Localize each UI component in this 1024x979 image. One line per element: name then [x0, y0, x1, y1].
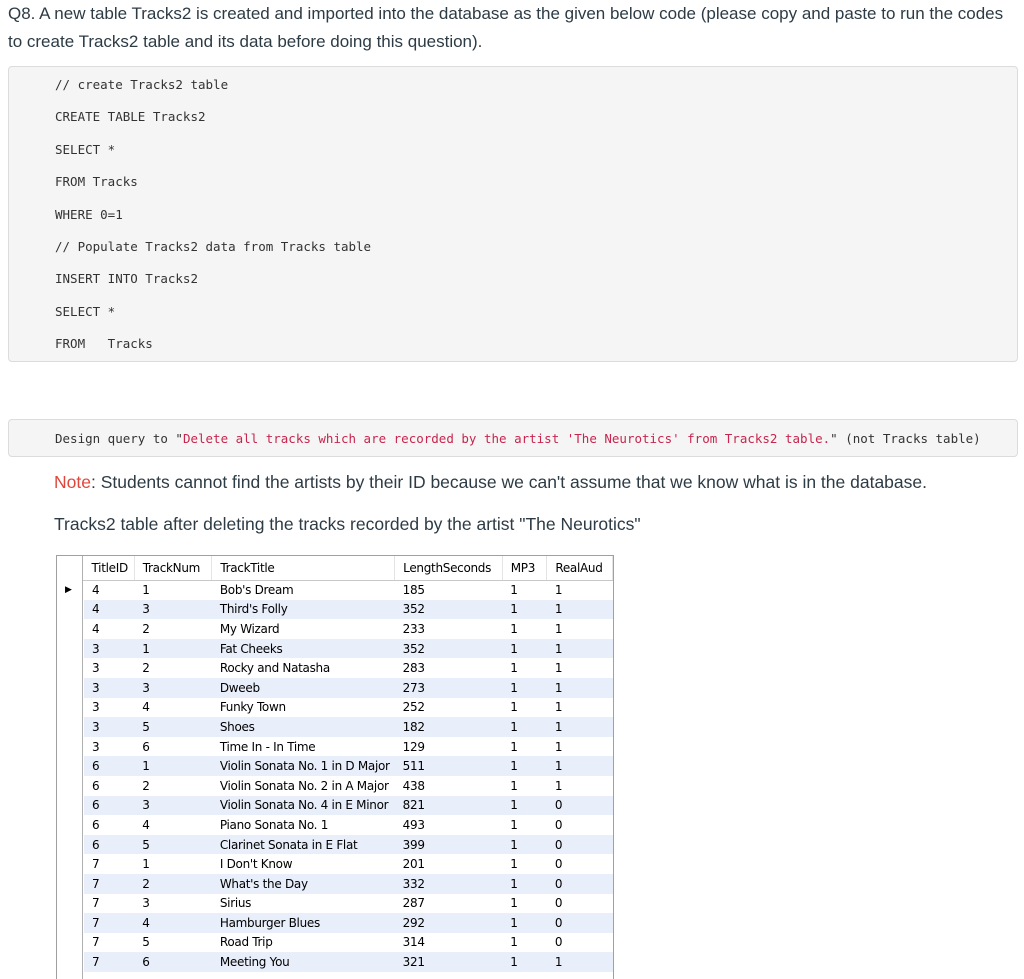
cell-titleid[interactable]: 3	[84, 639, 135, 659]
cell-mp3[interactable]: 1	[510, 817, 518, 832]
cell-tracktitle[interactable]: Sirius	[219, 896, 252, 911]
cell-realaud[interactable]: 1	[554, 621, 563, 636]
cell-realaud[interactable]: 1	[547, 639, 613, 659]
cell-tracktitle[interactable]: Violin Sonata No. 1 in D Major	[212, 756, 395, 776]
column-header-mp3[interactable]: MP3	[502, 556, 547, 580]
cell-mp3[interactable]: 1	[510, 583, 518, 598]
table-row[interactable]	[84, 756, 613, 776]
cell-realaud[interactable]: 1	[547, 678, 613, 698]
cell-realaud[interactable]: 1	[554, 739, 563, 754]
cell-lengthseconds[interactable]: 287	[402, 896, 425, 911]
table-row[interactable]	[84, 933, 613, 953]
cell-tracktitle[interactable]: Funky Town	[219, 700, 286, 715]
cell-lengthseconds[interactable]: 493	[402, 817, 425, 832]
cell-tracknum[interactable]: 5	[134, 717, 212, 737]
cell-realaud[interactable]: 1	[547, 756, 613, 776]
cell-tracknum[interactable]: 1	[134, 756, 212, 776]
table-row[interactable]	[84, 698, 613, 718]
cell-lengthseconds[interactable]: 233	[402, 621, 425, 636]
cell-titleid[interactable]: 4	[84, 580, 135, 600]
cell-tracknum[interactable]: 3	[142, 896, 150, 911]
cell-realaud[interactable]: 1	[547, 952, 613, 972]
cell-tracktitle[interactable]: I Don't Know	[219, 857, 293, 872]
cell-titleid[interactable]: 7	[84, 933, 135, 953]
column-header-lengthseconds[interactable]: LengthSeconds	[395, 556, 503, 580]
cell-titleid[interactable]: 7	[84, 913, 135, 933]
note-text: : Students cannot find the artists by their ID because we can't assume that we know what is in the database.	[90, 472, 927, 492]
table-row[interactable]	[84, 796, 613, 816]
cell-tracknum[interactable]: 1	[142, 857, 150, 872]
cell-mp3[interactable]: 1	[502, 600, 547, 620]
cell-tracknum[interactable]: 3	[134, 678, 212, 698]
table-row[interactable]	[84, 658, 613, 678]
column-header-titleid[interactable]: TitleID	[84, 556, 135, 580]
cell-tracknum[interactable]: 2	[142, 621, 150, 636]
header-row	[84, 556, 613, 580]
cell-tracktitle[interactable]: Piano Sonata No. 1	[219, 817, 329, 832]
cell-realaud[interactable]: 0	[554, 857, 563, 872]
cell-tracktitle[interactable]: Bob's Dream	[219, 583, 294, 598]
table-row[interactable]	[84, 854, 613, 874]
cell-realaud[interactable]: 1	[547, 600, 613, 620]
design-query-box	[8, 419, 1018, 457]
cell-realaud[interactable]: 0	[554, 896, 563, 911]
cell-lengthseconds[interactable]: 511	[395, 756, 503, 776]
cell-lengthseconds[interactable]: 292	[395, 913, 503, 933]
cell-mp3[interactable]: 1	[510, 700, 518, 715]
code-line: SELECT *	[55, 142, 116, 157]
cell-mp3[interactable]: 1	[502, 952, 547, 972]
cell-realaud[interactable]: 1	[554, 778, 563, 793]
cell-mp3[interactable]: 1	[510, 778, 518, 793]
cell-mp3[interactable]: 1	[510, 857, 518, 872]
note-label: Note	[54, 472, 91, 492]
cell-tracknum[interactable]: 5	[142, 935, 150, 950]
cell-titleid[interactable]: 6	[84, 756, 135, 776]
cell-mp3[interactable]: 1	[502, 756, 547, 776]
cell-tracktitle[interactable]: Violin Sonata No. 4 in E Minor	[212, 796, 395, 816]
cell-realaud[interactable]: 1	[554, 700, 563, 715]
cell-tracktitle[interactable]: Fat Cheeks	[212, 639, 395, 659]
column-header-tracktitle[interactable]: TrackTitle	[212, 556, 395, 580]
table-row[interactable]	[84, 874, 613, 894]
cell-lengthseconds[interactable]: 332	[395, 874, 503, 894]
cell-lengthseconds[interactable]: 821	[395, 796, 503, 816]
cell-realaud[interactable]: 0	[547, 874, 613, 894]
cell-mp3[interactable]: 1	[502, 678, 547, 698]
table-row[interactable]	[84, 913, 613, 933]
cell-titleid[interactable]: 3	[84, 698, 135, 718]
cell-realaud[interactable]: 1	[554, 583, 563, 598]
result-grid	[56, 555, 614, 979]
cell-tracknum[interactable]: 1	[134, 639, 212, 659]
cell-mp3[interactable]: 1	[502, 835, 547, 855]
column-header-tracknum[interactable]: TrackNum	[134, 556, 212, 580]
cell-mp3[interactable]: 1	[502, 874, 547, 894]
cell-lengthseconds[interactable]: 252	[402, 700, 425, 715]
cell-mp3[interactable]: 1	[502, 796, 547, 816]
cell-tracktitle[interactable]: Violin Sonata No. 2 in A Major	[219, 778, 389, 793]
cell-realaud[interactable]: 0	[554, 935, 563, 950]
cell-lengthseconds[interactable]: 321	[395, 952, 503, 972]
cell-tracknum[interactable]: 6	[142, 739, 150, 754]
cell-tracktitle[interactable]: Rocky and Natasha	[219, 661, 330, 676]
cell-titleid[interactable]: 3	[84, 717, 135, 737]
cell-mp3[interactable]: 1	[502, 717, 547, 737]
cell-realaud[interactable]: 0	[554, 817, 563, 832]
cell-tracknum[interactable]: 4	[142, 700, 150, 715]
cell-tracktitle[interactable]: Third's Folly	[212, 600, 395, 620]
cell-lengthseconds[interactable]: 185	[402, 583, 425, 598]
cell-titleid[interactable]: 4	[84, 600, 135, 620]
table-row[interactable]	[84, 835, 613, 855]
cell-realaud[interactable]: 0	[547, 835, 613, 855]
code-line: SELECT *	[55, 304, 116, 319]
table-row[interactable]	[84, 678, 613, 698]
cell-tracknum[interactable]: 2	[134, 874, 212, 894]
code-line: FROM Tracks	[55, 174, 138, 189]
cell-lengthseconds[interactable]: 352	[395, 600, 503, 620]
table-row[interactable]	[84, 815, 613, 835]
cell-tracknum[interactable]: 3	[134, 796, 212, 816]
cell-titleid[interactable]: 4	[84, 619, 135, 639]
table-row[interactable]	[84, 717, 613, 737]
table-caption: Tracks2 table after deleting the tracks recorded by the artist "The Neurotics"	[54, 514, 641, 534]
cell-tracknum[interactable]: 2	[142, 778, 150, 793]
column-header-realaud[interactable]: RealAud	[547, 556, 613, 580]
cell-tracktitle[interactable]: Time In - In Time	[219, 739, 316, 754]
row-selector-gutter	[57, 556, 83, 979]
question-text: Q8. A new table Tracks2 is created and imported into the database as the given below code (please copy and paste to run the codes to create Tracks2 table and its data before doing this question).	[8, 4, 1004, 51]
cell-titleid[interactable]: 6	[84, 776, 135, 796]
cell-titleid[interactable]: 6	[84, 796, 135, 816]
cell-mp3[interactable]: 1	[502, 639, 547, 659]
cell-titleid[interactable]: 6	[84, 835, 135, 855]
cell-mp3[interactable]: 1	[510, 935, 518, 950]
code-line: FROM Tracks	[55, 336, 153, 351]
code-line: // create Tracks2 table	[55, 77, 229, 92]
cell-lengthseconds[interactable]: 182	[395, 717, 503, 737]
sql-code-block	[8, 66, 1018, 362]
cell-tracknum[interactable]: 4	[134, 913, 212, 933]
result-table	[83, 556, 613, 972]
table-row[interactable]	[84, 737, 613, 757]
cell-realaud[interactable]: 1	[554, 661, 563, 676]
cell-titleid[interactable]: 7	[84, 952, 135, 972]
cell-tracknum[interactable]: 3	[134, 600, 212, 620]
cell-titleid[interactable]: 7	[84, 854, 135, 874]
cell-mp3[interactable]: 1	[510, 739, 518, 754]
design-highlight: Delete all tracks which are recorded by the artist 'The Neurotics' from Tracks2 table.	[182, 431, 831, 446]
table-row[interactable]	[84, 894, 613, 914]
cell-mp3[interactable]: 1	[510, 621, 518, 636]
cell-tracknum[interactable]: 2	[142, 661, 150, 676]
cell-tracktitle[interactable]: What's the Day	[212, 874, 395, 894]
cell-tracktitle[interactable]: Road Trip	[219, 935, 273, 950]
cell-lengthseconds[interactable]: 352	[395, 639, 503, 659]
cell-tracktitle[interactable]: My Wizard	[219, 621, 280, 636]
cell-mp3[interactable]: 1	[510, 896, 518, 911]
cell-lengthseconds[interactable]: 438	[402, 778, 425, 793]
cell-lengthseconds[interactable]: 314	[402, 935, 425, 950]
cell-tracknum[interactable]: 6	[134, 952, 212, 972]
cell-realaud[interactable]: 0	[547, 796, 613, 816]
code-line: INSERT INTO Tracks2	[55, 271, 198, 286]
cell-tracknum[interactable]: 5	[134, 835, 212, 855]
cell-tracktitle[interactable]: Clarinet Sonata in E Flat	[212, 835, 395, 855]
cell-realaud[interactable]: 1	[547, 717, 613, 737]
cell-lengthseconds[interactable]: 129	[402, 739, 425, 754]
table-row[interactable]	[84, 952, 613, 972]
cell-tracknum[interactable]: 4	[142, 817, 150, 832]
design-prefix: Design query to "	[55, 431, 183, 446]
cell-titleid[interactable]: 3	[84, 678, 135, 698]
code-line: CREATE TABLE Tracks2	[55, 109, 206, 124]
table-row[interactable]	[84, 580, 613, 600]
cell-lengthseconds[interactable]: 273	[395, 678, 503, 698]
cell-tracktitle[interactable]: Shoes	[212, 717, 395, 737]
cell-mp3[interactable]: 1	[502, 913, 547, 933]
cell-titleid[interactable]: 7	[84, 874, 135, 894]
cell-lengthseconds[interactable]: 399	[395, 835, 503, 855]
note-paragraph	[54, 472, 927, 493]
table-row[interactable]	[84, 639, 613, 659]
cell-titleid[interactable]: 7	[84, 894, 135, 914]
cell-lengthseconds[interactable]: 283	[402, 661, 425, 676]
table-row[interactable]	[84, 600, 613, 620]
code-line: // Populate Tracks2 data from Tracks table	[55, 239, 372, 254]
cell-titleid[interactable]: 3	[84, 737, 135, 757]
design-suffix: " (not Tracks table)	[830, 431, 981, 446]
cell-tracktitle[interactable]: Dweeb	[212, 678, 395, 698]
table-row[interactable]	[84, 776, 613, 796]
cell-tracktitle[interactable]: Meeting You	[212, 952, 395, 972]
cell-lengthseconds[interactable]: 201	[402, 857, 425, 872]
table-row[interactable]	[84, 619, 613, 639]
code-line: WHERE 0=1	[55, 207, 123, 222]
current-row-arrow-icon: ▶	[65, 585, 72, 595]
cell-tracktitle[interactable]: Hamburger Blues	[212, 913, 395, 933]
cell-titleid[interactable]: 3	[84, 658, 135, 678]
cell-titleid[interactable]: 6	[84, 815, 135, 835]
cell-tracknum[interactable]: 1	[142, 583, 150, 598]
cell-mp3[interactable]: 1	[510, 661, 518, 676]
cell-realaud[interactable]: 0	[547, 913, 613, 933]
